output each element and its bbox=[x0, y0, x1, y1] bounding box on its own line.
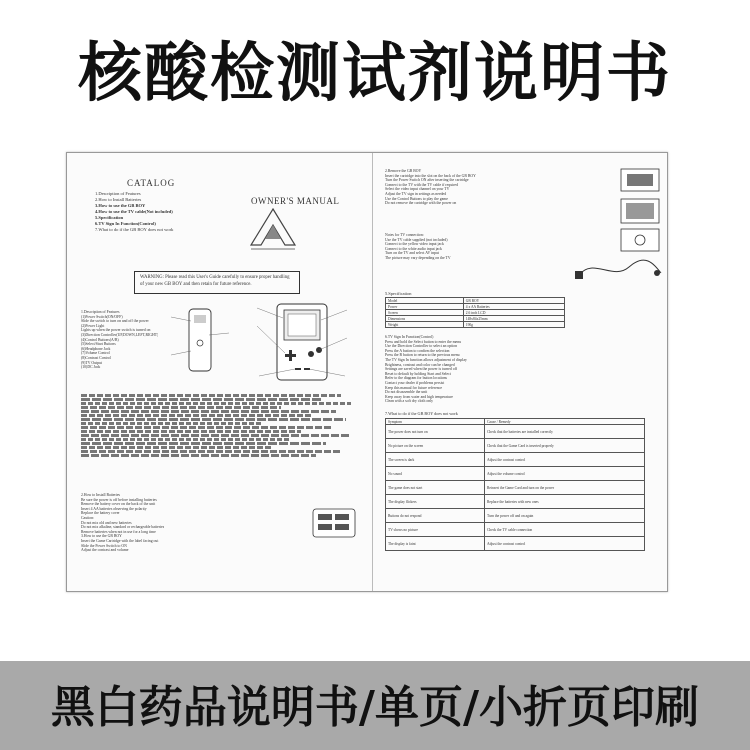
text-line: Contact your dealer if problems persist bbox=[385, 380, 445, 385]
catalog-title: CATALOG bbox=[127, 178, 176, 188]
text-line: (5)Select/Start Buttons bbox=[81, 342, 116, 347]
manual-right-page bbox=[373, 153, 667, 591]
text-line: Press the B button to return to the previous menu bbox=[385, 353, 460, 358]
battery-diagram bbox=[307, 503, 362, 543]
spec-table bbox=[385, 297, 565, 328]
cartridge-diagrams bbox=[617, 165, 663, 255]
text-line: Adjust the TV sign in settings as needed bbox=[385, 191, 447, 196]
table-cell: 2.6 inch LCD bbox=[463, 310, 564, 316]
device-diagram bbox=[247, 298, 357, 386]
text-line: (10)DC Jack bbox=[81, 365, 101, 370]
text-line: 1.Description of Features bbox=[81, 310, 120, 314]
text-line: The picture may vary depending on the TV bbox=[385, 255, 451, 260]
text-line: Remove the battery cover on the back of the unit bbox=[81, 502, 156, 507]
text-line: (8)Contrast Control bbox=[81, 355, 111, 360]
table-cell: Screen bbox=[386, 310, 464, 316]
manual-logo-graphic bbox=[245, 205, 305, 255]
text-line: (2)Power Light bbox=[81, 323, 105, 328]
text-line: 6.TV Sign In Function(Control) bbox=[385, 335, 434, 339]
table-cell: No sound bbox=[386, 467, 485, 481]
table-row bbox=[386, 322, 565, 328]
table-row bbox=[386, 467, 645, 481]
tv-notes-text bbox=[385, 233, 451, 261]
side-view-diagram bbox=[167, 303, 237, 383]
batteries-text bbox=[81, 493, 164, 553]
text-line: Do not mix alkaline, standard or rechargeable batteries bbox=[81, 525, 165, 530]
owners-manual-title: OWNER'S MANUAL bbox=[251, 196, 340, 206]
text-line: Reset to default by holding Start and Select bbox=[385, 371, 451, 376]
text-line: Use the TV cable supplied (not included) bbox=[385, 237, 448, 242]
text-line: (4)Control Buttons(A/B) bbox=[81, 337, 119, 342]
text-line: Press the A button to confirm the selection bbox=[385, 348, 450, 353]
table-row bbox=[386, 509, 645, 523]
table-cell: GB BOY bbox=[463, 298, 564, 304]
text-line: Do not remove the cartridge with the power on bbox=[385, 201, 457, 206]
table-cell: Buttons do not respond bbox=[386, 509, 485, 523]
catalog-item: 7.What to do if the GB BOY does not work bbox=[95, 227, 174, 232]
text-line: Replace the battery cover bbox=[81, 511, 120, 516]
table-cell: The screen is dark bbox=[386, 453, 485, 467]
table-row bbox=[386, 425, 645, 439]
table-row bbox=[386, 481, 645, 495]
text-line: Notes for TV connection: bbox=[385, 233, 424, 237]
table-cell: No picture on the screen bbox=[386, 439, 485, 453]
text-line: Turn the Power Switch ON after inserting the cartridge bbox=[385, 178, 469, 183]
text-line: Press and hold the Select button to enter the menu bbox=[385, 339, 462, 344]
trouble-table bbox=[385, 418, 645, 551]
text-line: Keep away from water and high temperature bbox=[385, 394, 453, 399]
catalog-item: 3.How to use the GB BOY bbox=[95, 203, 146, 208]
text-line: (3)Direction Controller(UP,DOWN,LEFT,RIGHT) bbox=[81, 332, 159, 337]
table-row bbox=[386, 453, 645, 467]
text-line: Slide the Power Switch to ON bbox=[81, 543, 127, 548]
catalog-item: 6.TV Sign In Function(Control) bbox=[95, 221, 156, 226]
table-cell: Cause / Remedy bbox=[485, 419, 645, 425]
text-line: 2.Remove the GB BOY bbox=[385, 169, 422, 173]
table-cell: Check the TV cable connection bbox=[485, 523, 645, 537]
manual-left-page bbox=[67, 153, 372, 591]
table-cell: Symptom bbox=[386, 419, 485, 425]
tv-cable-diagram bbox=[573, 253, 665, 285]
table-cell: Weight bbox=[386, 322, 464, 328]
text-line: Insert 4 AA batteries observing the polarity bbox=[81, 506, 147, 511]
text-line: Turn on the TV and select AV input bbox=[385, 251, 439, 256]
filler-text-a bbox=[81, 393, 361, 458]
table-cell: 148x84x25mm bbox=[463, 316, 564, 322]
text-line: Clean with a soft dry cloth only bbox=[385, 399, 434, 404]
text-line: Connect to the TV with the TV cable if required bbox=[385, 182, 459, 187]
table-cell: Turn the power off and on again bbox=[485, 509, 645, 523]
catalog-list bbox=[95, 191, 173, 233]
text-line: The TV Sign In function allows adjustment of display bbox=[385, 357, 467, 362]
text-line: 3.How to use the GB BOY bbox=[81, 534, 122, 539]
catalog-item: 4.How to use the TV cable(Not included) bbox=[95, 209, 173, 214]
text-line: Brightness, contrast and color can be changed bbox=[385, 362, 455, 367]
catalog-item: 5.Specification bbox=[95, 215, 124, 220]
table-cell: Adjust the contrast control bbox=[485, 453, 645, 467]
text-line: (7)Volume Control bbox=[81, 351, 110, 356]
text-line: (1)Power Switch(ON/OFF) bbox=[81, 314, 123, 319]
text-line: Keep this manual for future reference bbox=[385, 385, 443, 390]
text-line: Slide the switch to turn on and off the power bbox=[81, 319, 149, 324]
features-text bbox=[81, 310, 158, 370]
table-cell: Check that the Game Card is inserted properly bbox=[485, 439, 645, 453]
text-line: (9)TV Output bbox=[81, 360, 102, 365]
table-cell: Adjust the volume control bbox=[485, 467, 645, 481]
remove-text bbox=[385, 169, 476, 206]
table-cell: The power does not turn on bbox=[386, 425, 485, 439]
manual-spread-image bbox=[66, 152, 668, 592]
table-row bbox=[386, 439, 645, 453]
table-row bbox=[386, 537, 645, 551]
text-line: (6)Headphone Jack bbox=[81, 346, 111, 351]
table-cell: Power bbox=[386, 304, 464, 310]
spec-title: 5.Specification bbox=[385, 291, 412, 296]
table-row bbox=[386, 523, 645, 537]
text-line: Use the Direction Controller to select an option bbox=[385, 344, 458, 349]
table-cell: Dimensions bbox=[386, 316, 464, 322]
text-line: Connect to the white audio input jack bbox=[385, 246, 442, 251]
table-cell: The display flickers bbox=[386, 495, 485, 509]
table-cell: 190g bbox=[463, 322, 564, 328]
table-cell: Adjust the contrast control bbox=[485, 537, 645, 551]
table-cell: 4 x AA Batteries bbox=[463, 304, 564, 310]
text-line: Caution: bbox=[81, 515, 95, 520]
sign-in-text bbox=[385, 335, 467, 404]
banner-text: 黑白药品说明书/单页/小折页印刷 bbox=[50, 682, 700, 733]
text-line: 2.How to Install Batteries bbox=[81, 493, 121, 497]
text-line: Connect to the yellow video input jack bbox=[385, 242, 444, 247]
table-row bbox=[386, 495, 645, 509]
warning-box: WARNING: Please read this User's Guide carefully to ensure proper handling of your new GB BOY and then retain for future reference. bbox=[134, 271, 300, 294]
bottom-banner bbox=[0, 661, 750, 750]
table-cell: Check that the batteries are installed correctly bbox=[485, 425, 645, 439]
text-line: Refer to the diagram for button locations bbox=[385, 376, 447, 381]
text-line: Do not disassemble the unit bbox=[385, 390, 428, 395]
text-line: Settings are saved when the power is turned off bbox=[385, 367, 458, 372]
text-line: Use the Control Buttons to play the game bbox=[385, 196, 448, 201]
trouble-title: 7.What to do if the GB BOY does not work bbox=[385, 411, 458, 416]
table-cell: Model bbox=[386, 298, 464, 304]
text-line: Lights up when the power switch is turned on bbox=[81, 328, 151, 333]
table-cell: TV shows no picture bbox=[386, 523, 485, 537]
table-cell: The game does not start bbox=[386, 481, 485, 495]
table-cell: The display is faint bbox=[386, 537, 485, 551]
catalog-item: 1.Description of Features bbox=[95, 191, 141, 196]
text-line: Select the video input channel on your TV bbox=[385, 187, 450, 192]
page-title: 核酸检测试剂说明书 bbox=[78, 37, 672, 111]
table-cell: Reinsert the Game Card and turn on the power bbox=[485, 481, 645, 495]
catalog-item: 2.How to Install Batteries bbox=[95, 197, 142, 202]
table-cell: Replace the batteries with new ones bbox=[485, 495, 645, 509]
text-line: Insert the cartridge into the slot on the back of the GB BOY bbox=[385, 173, 476, 178]
text-line: Be sure the power is off before installing batteries bbox=[81, 497, 157, 502]
text-line: Remove batteries when not in use for a long time bbox=[81, 529, 156, 534]
text-line: Adjust the contrast and volume bbox=[81, 548, 129, 553]
text-line: Do not mix old and new batteries bbox=[81, 520, 132, 525]
text-line: Insert the Game Cartridge with the label facing out bbox=[81, 538, 159, 543]
